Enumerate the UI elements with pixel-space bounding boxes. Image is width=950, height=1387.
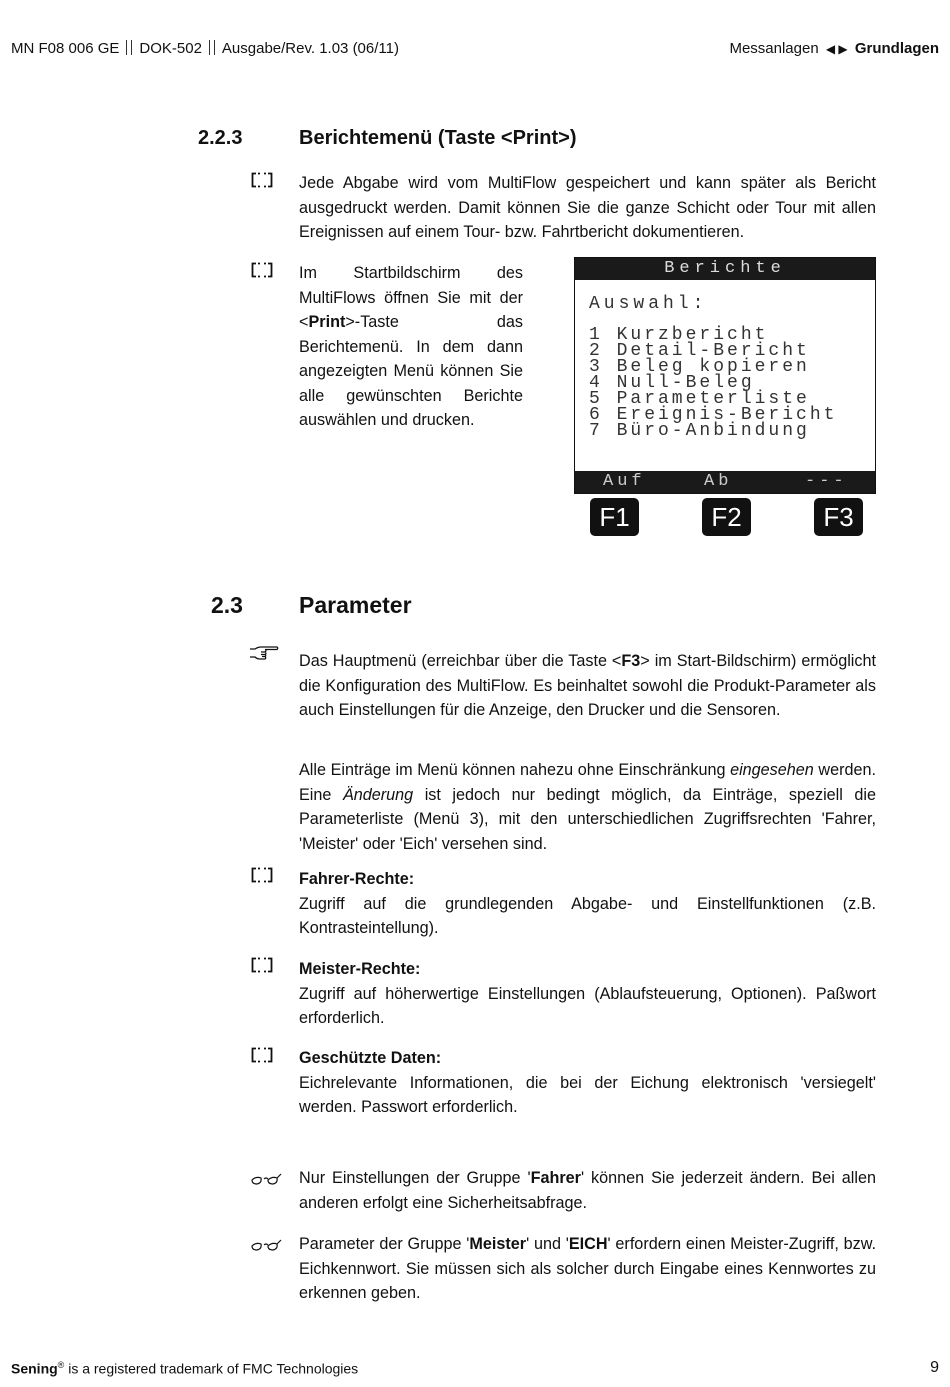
running-header-right [729,40,939,57]
revision: Ausgabe/Rev. 1.03 (06/11) [221,40,399,57]
text-segment: Parameter der Gruppe ' [299,1235,470,1253]
note-fahrer [299,1166,876,1215]
geschuetzte-daten-title: Geschützte Daten: [299,1049,442,1067]
softkey-label-none: --- [805,472,848,491]
text-segment: werden. Eine [299,761,876,804]
nav-arrows-icon: ◀ ▶ [825,42,848,56]
section-title-berichtemenue: Berichtemenü (Taste <Print>) [299,127,577,149]
lcd-menu-item: 6 Ereignis-Bericht [589,405,838,425]
group-eich: EICH [568,1235,608,1253]
key-print: Print [308,313,346,331]
lcd-menu-item: 1 Kurzbericht [589,325,769,345]
lcd-menu-item: 5 Parameterliste [589,389,810,409]
section-number-2-2-3: 2.2.3 [198,127,243,149]
key-f3: F3 [621,652,641,670]
lcd-menu [589,327,837,439]
emphasis-eingesehen: eingesehen [730,761,814,779]
fahrer-rechte-text: Zugriff auf die grundlegenden Abgabe- und Einstellfunktionen (z.B. Kontrasteintellung). [299,894,876,937]
registered-mark: ® [57,1360,65,1370]
bracket-bullet-icon [251,957,273,973]
f2-key: F2 [702,498,751,536]
lcd-display [574,257,876,494]
lcd-menu-item: 4 Null-Beleg [589,373,755,393]
text-segment: Im Startbildschirm des MultiFlows öffnen Sie mit der < [299,264,523,331]
bracket-bullet-icon [251,262,273,278]
text-segment: >-Taste das Berichtemenü. In dem dann angezeigten Menü können Sie alle gewünschten Berichte auswählen und drucken. [299,313,523,429]
emphasis-aenderung: Änderung [342,785,414,804]
section-title-parameter: Parameter [299,592,412,618]
f1-key: F1 [590,498,639,536]
footer-trademark [11,1360,358,1377]
softkey-label-auf: Auf [603,472,646,491]
paragraph-startbildschirm [299,261,523,433]
group-meister: Meister [469,1235,527,1253]
fahrer-rechte-title: Fahrer-Rechte: [299,870,415,888]
brand-sening: Sening [11,1360,58,1377]
header-separator [209,40,215,55]
glasses-icon [250,1238,282,1252]
bracket-bullet-icon [251,172,273,188]
running-header-left [11,40,399,57]
header-separator [126,40,132,55]
geschuetzte-daten-block [299,1046,876,1120]
geschuetzte-daten-text: Eichrelevante Informationen, die bei der Eichung elektronisch 'versiegelt' werden. Passwort erforderlich. [299,1073,876,1116]
text-segment: Das Hauptmenü (erreichbar über die Taste < [299,652,622,670]
doc-id: MN F08 006 GE [11,40,120,57]
bracket-bullet-icon [251,1047,273,1063]
header-section: Grundlagen [854,40,939,57]
text-segment: ' und ' [526,1235,569,1253]
f3-key: F3 [814,498,863,536]
meister-rechte-title: Meister-Rechte: [299,960,421,978]
trademark-text: is a registered trademark of FMC Technologies [64,1360,359,1377]
section-number-2-3: 2.3 [211,592,243,618]
lcd-menu-item: 2 Detail-Bericht [589,341,810,361]
text-segment: > im Start-Bildschirm) ermöglicht die Konfiguration des MultiFlow. Es beinhaltet sowohl die Produkt-Parameter als auch Einstellungen für die Anzeige, den Drucker und die Sensoren. [299,652,876,719]
text-segment: ' erfordern einen Meister-Zugriff, bzw. Eichkennwort. Sie müssen sich als solcher durch Eingabe eines Kennwortes zu erkennen geben. [299,1235,876,1302]
group-fahrer: Fahrer [530,1169,581,1187]
header-category: Messanlagen [729,40,819,57]
bracket-bullet-icon [251,867,273,883]
fahrer-rechte-block [299,867,876,941]
lcd-menu-item: 7 Büro-Anbindung [589,421,810,441]
note-meister-eich [299,1232,876,1306]
page-number: 9 [930,1359,939,1376]
text-segment: ist jedoch nur bedingt möglich, da Einträge, speziell die Parameterliste (Menü 3), mit den unterschiedlichen Zugriffsrechten 'Fahrer, 'Meister' oder 'Eich' versehen sind. [299,785,876,853]
pointing-hand-icon [249,645,279,661]
paragraph-bericht-intro: Jede Abgabe wird vom MultiFlow gespeichert und kann später als Bericht ausgedruckt werden. Damit können Sie die ganze Schicht oder Tour mit allen Ereignissen auf einem Tour- bzw. Fahrtbericht dokumentieren. [299,174,876,241]
lcd-prompt: Auswahl: [589,294,708,314]
text-segment: Alle Einträge im Menü können nahezu ohne Einschränkung [299,761,731,779]
text-segment: Nur Einstellungen der Gruppe ' [299,1169,531,1187]
lcd-menu-item: 3 Beleg kopieren [589,357,810,377]
paragraph-eintraege [299,758,876,856]
meister-rechte-text: Zugriff auf höherwertige Einstellungen (Ablaufsteuerung, Optionen). Paßwort erforderlich. [299,984,876,1027]
dok-number: DOK-502 [139,40,202,57]
lcd-softkey-bar [575,471,875,493]
paragraph-hauptmenue [299,649,876,723]
meister-rechte-block [299,957,876,1031]
glasses-icon [250,1172,282,1186]
lcd-title: Berichte [575,258,875,280]
softkey-label-ab: Ab [704,472,733,491]
text-segment: ' können Sie jederzeit ändern. Bei allen anderen erfolgt eine Sicherheitsabfrage. [299,1169,877,1212]
